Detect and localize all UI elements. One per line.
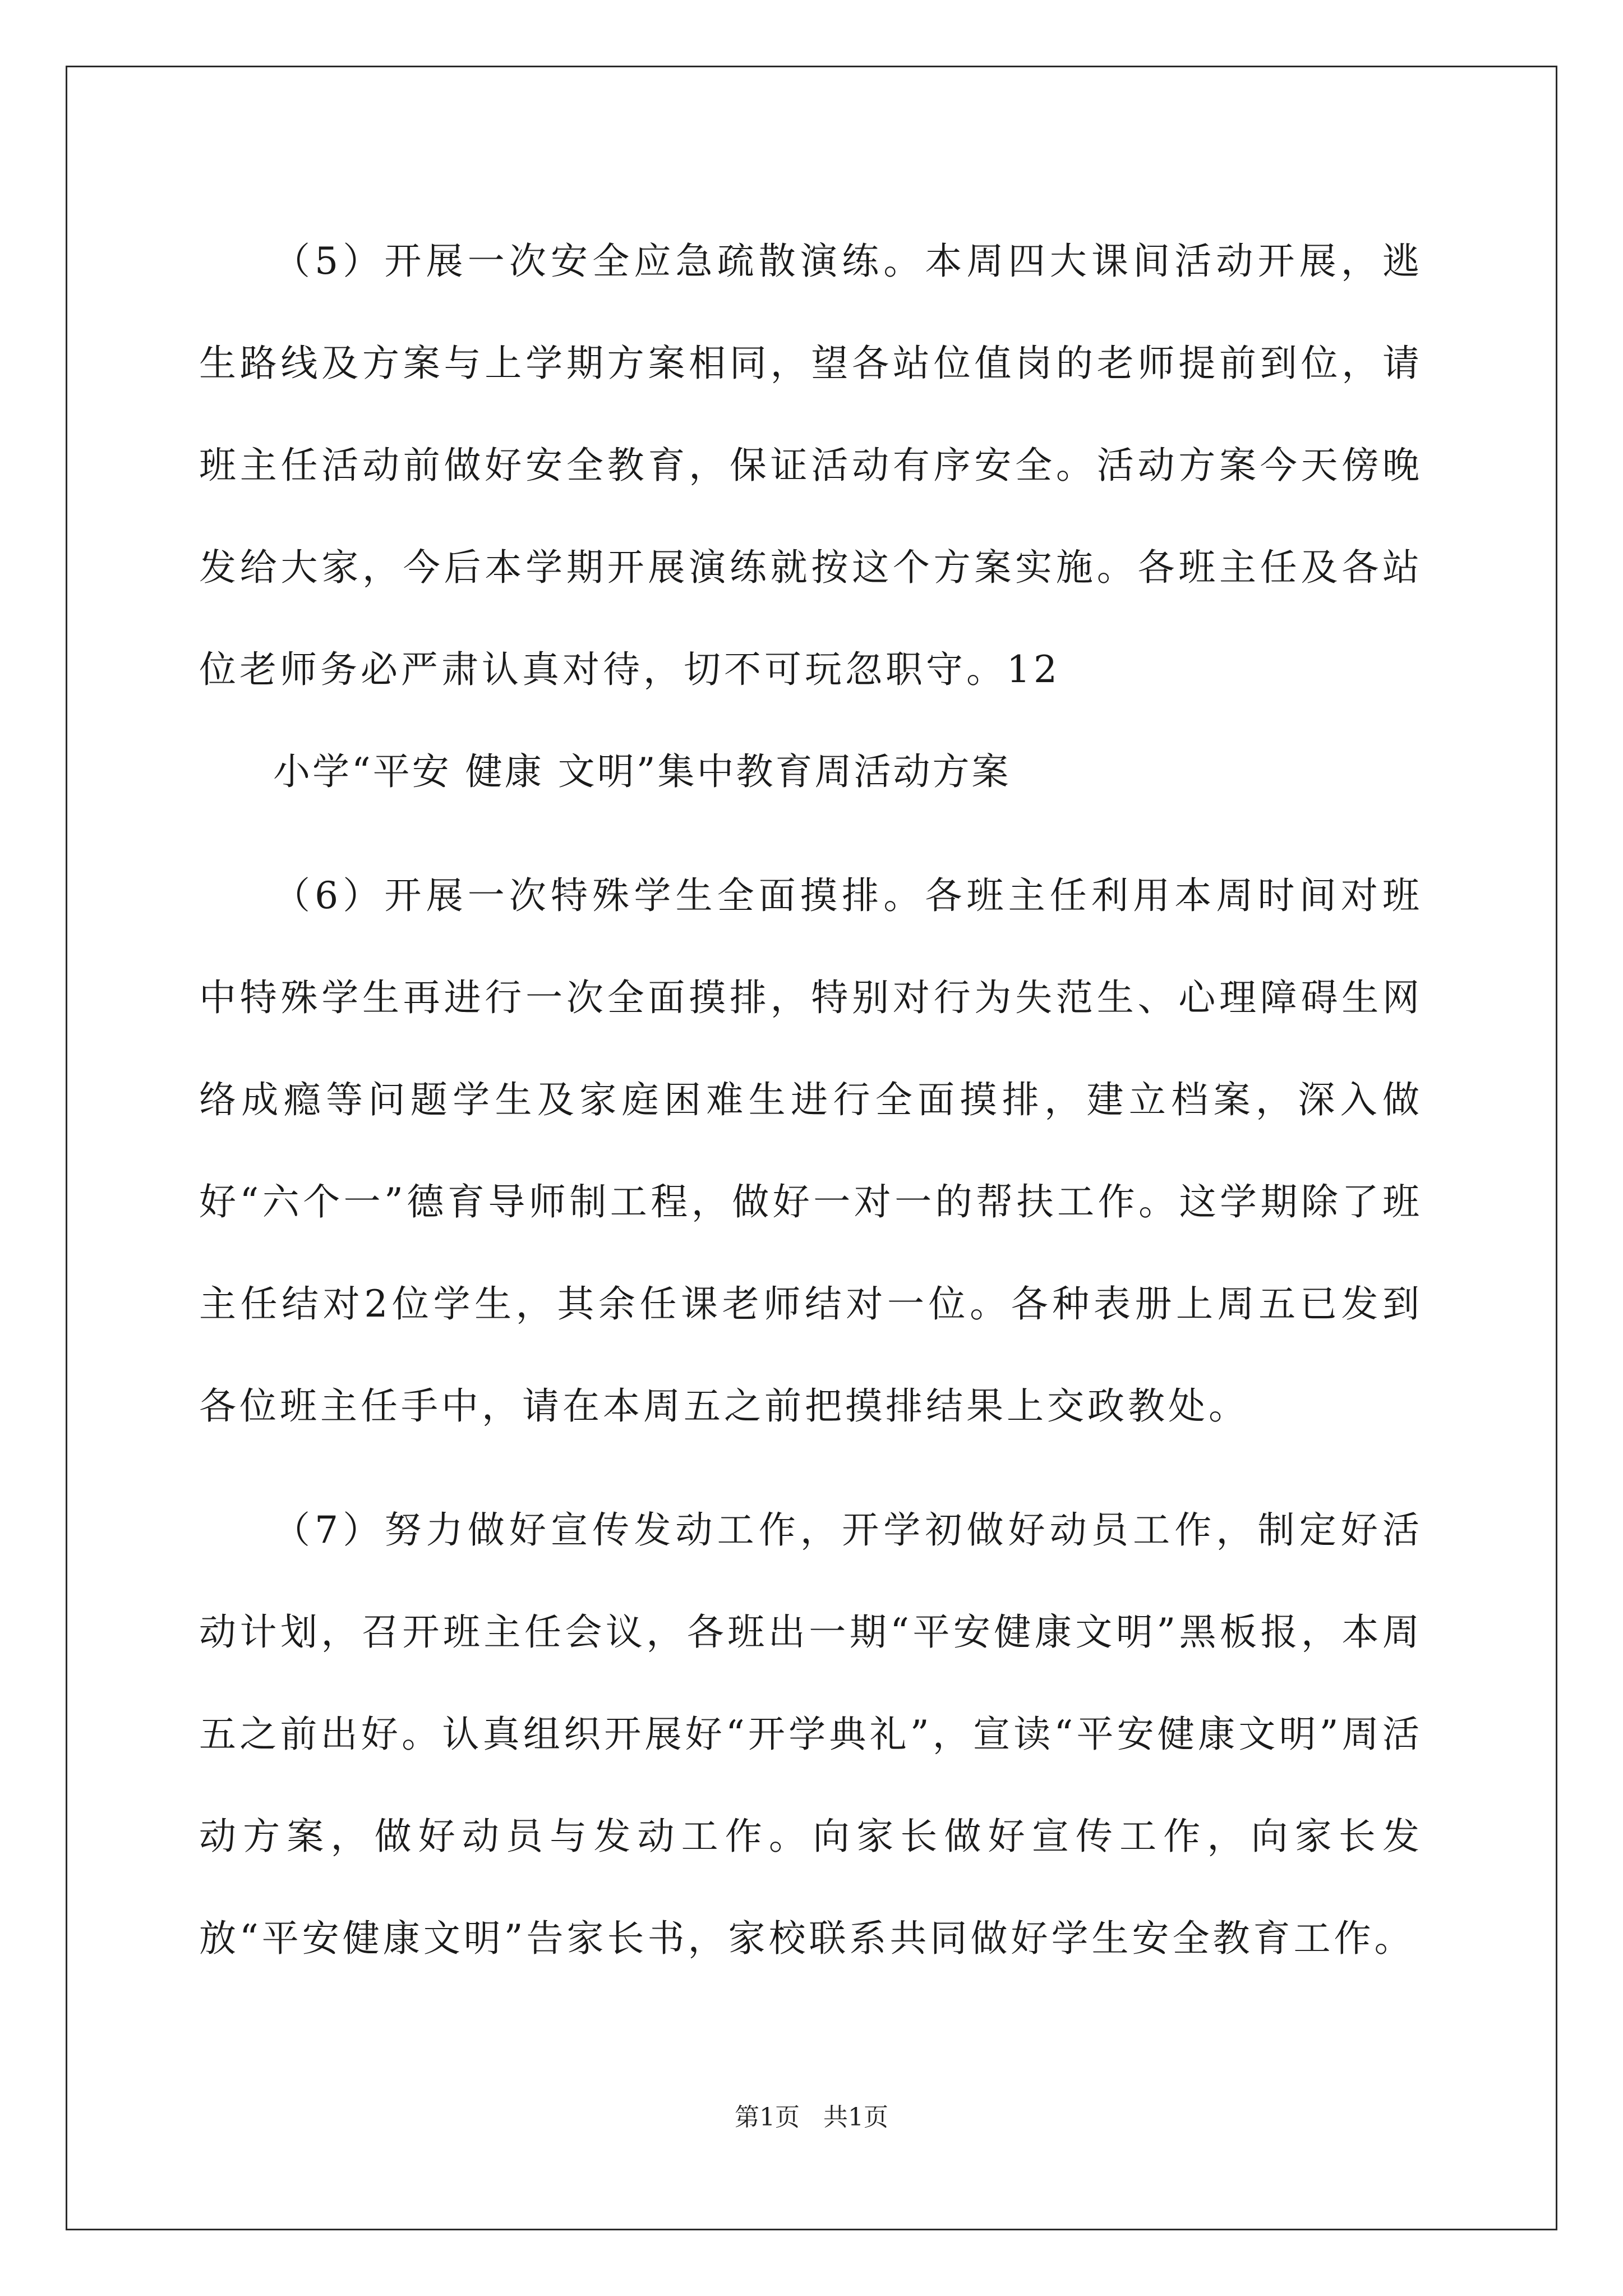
document-body — [199, 210, 1423, 1990]
page-footer — [0, 2101, 1623, 2134]
paragraph-publicity-work: （7）努力做好宣传发动工作，开学初做好动员工作，制定好活动计划，召开班主任会议，各班出一期“平安健康文明”黑板报，本周五之前出好。认真组织开展好“开学典礼”，宣读“平安健康文明”周活动方案，做好动员与发动工作。向家长做好宣传工作，向家长发放“平安健康文明”告家长书，家校联系共同做好学生安全教育工作。 — [199, 1508, 1423, 1960]
paragraph-evacuation-drill: （5）开展一次安全应急疏散演练。本周四大课间活动开展，逃生路线及方案与上学期方案相同，望各站位值岗的老师提前到位，请班主任活动前做好安全教育，保证活动有序安全。活动方案今天傍晚发给大家，今后本学期开展演练就按这个方案实施。各班主任及各站位老师务必严肃认真对待，切不可玩忽职守。12 — [199, 240, 1423, 691]
page-number-total: 共1页 — [823, 2103, 888, 2132]
page-number-current: 第1页 — [735, 2103, 800, 2132]
document-heading: 小学“平安 健康 文明”集中教育周活动方案 — [273, 750, 1011, 793]
paragraph-gap — [199, 1457, 1423, 1479]
paragraph-student-screening: （6）开展一次特殊学生全面摸排。各班主任利用本周时间对班中特殊学生再进行一次全面摸排，特别对行为失范生、心理障碍生网络成瘾等问题学生及家庭困难生进行全面摸排，建立档案，深入做好“六个一”德育导师制工程，做好一对一的帮扶工作。这学期除了班主任结对2位学生，其余任课老师结对一位。各种表册上周五已发到各位班主任手中，请在本周五之前把摸排结果上交政教处。 — [199, 874, 1423, 1428]
